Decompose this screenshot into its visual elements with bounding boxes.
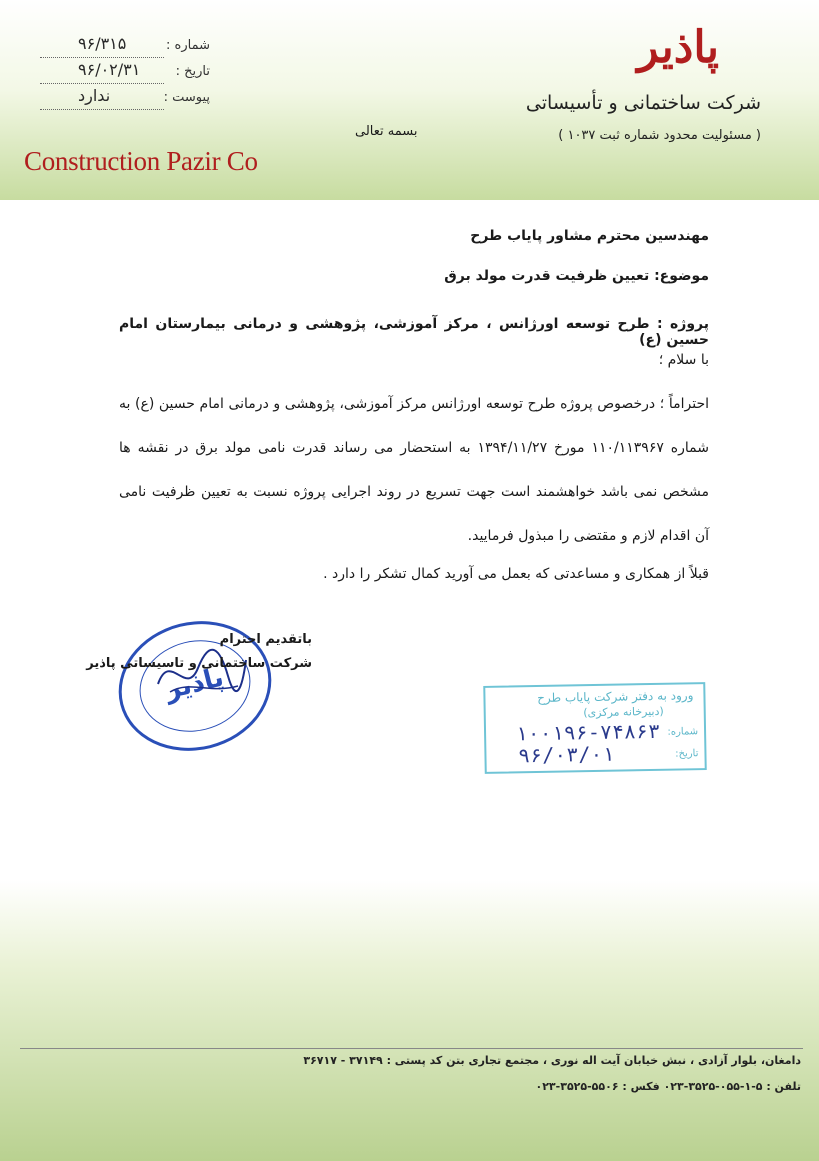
- recipient-line: مهندسین محترم مشاور پایاب طرح: [470, 228, 709, 244]
- thanks-line: قبلاً از همکاری و مساعدتی که بعمل می آورید کمال تشکر را دارد .: [323, 566, 709, 582]
- receipt-title: ورود به دفتر شرکت پایاب طرح: [537, 688, 694, 706]
- receipt-date-label: تاریخ:: [675, 748, 699, 760]
- footer-address: دامغان، بلوار آزادی ، نبش خیابان آیت اله نوری ، مجتمع تجاری بتن کد پستی : ۳۷۱۴۹ - ۳۶۷۱۷: [303, 1054, 801, 1067]
- receipt-subtitle: (دبیرخانه مرکزی): [583, 704, 664, 720]
- letter-number-row: [40, 34, 210, 60]
- footer-contact: تلفن : ۵-۱-۰۵۵-۳۵۲۵-۰۲۳ فکس : ۵۵۰۶-۳۵۲۵-۰۲۳: [535, 1080, 801, 1093]
- brand-name-english: Construction Pazir Co: [24, 146, 258, 176]
- letter-date-label: تاریخ :: [175, 64, 210, 79]
- letter-date-value: ۹۶/۰۲/۳۱: [78, 60, 141, 79]
- dotted-line: [40, 83, 164, 84]
- letter-number-label: شماره :: [166, 38, 210, 53]
- receipt-date: ۹۶/۰۳/۰۱: [517, 741, 615, 768]
- footer-band: [0, 880, 819, 1161]
- letter-attachment-value: ندارد: [78, 86, 111, 105]
- company-logo: پاذیر: [637, 22, 719, 73]
- registration-note: ( مسئولیت محدود شماره ثبت ۱۰۳۷ ): [558, 128, 761, 143]
- letter-date-row: [40, 60, 210, 86]
- receipt-number-label: شماره:: [667, 726, 699, 738]
- basmala: بسمه تعالی: [355, 124, 418, 139]
- receipt-stamp: [483, 682, 707, 774]
- signatory-name: شرکت ساختمانی و تاسیساتی پاذیر: [86, 656, 312, 671]
- letter-attachment-row: [40, 86, 210, 112]
- project-line: پروژه : طرح توسعه اورژانس ، مرکز آموزشی، پژوهشی و درمانی بیمارستان امام حسین (ع): [119, 316, 709, 348]
- seal-text: پاذیر: [162, 662, 227, 706]
- company-name: شرکت ساختمانی و تأسیساتی: [525, 92, 761, 114]
- dotted-line: [40, 57, 164, 58]
- greeting: با سلام ؛: [658, 352, 709, 368]
- receipt-number: ۱۰۰۱۹۶-۷۴۸۶۳: [515, 718, 661, 746]
- letter-number-value: ۹۶/۳۱۵: [78, 34, 127, 53]
- subject-line: موضوع: تعیین ظرفیت قدرت مولد برق: [444, 268, 709, 284]
- footer-divider: [20, 1048, 803, 1049]
- letter-body: احتراماً ؛ درخصوص پروژه طرح توسعه اورژانس مرکز آموزشی، پژوهشی و درمانی امام حسین (ع) به شماره ۱۱۰/۱۱۳۹۶۷ مورخ ۱۳۹۴/۱۱/۲۷ به استحضار می رساند قدرت نامی مولد برق در نقشه ها مشخص نمی باشد خواهشمند است جهت تسریع در روند اجرایی پروژه نسبت به تعیین ظرفیت نامی آن اقدام لازم و مقتضی را مبذول فرمایید.: [119, 396, 709, 544]
- closing-phrase: باتقدیم احترام: [219, 632, 312, 647]
- letter-attachment-label: پیوست :: [163, 90, 210, 105]
- dotted-line: [40, 109, 164, 110]
